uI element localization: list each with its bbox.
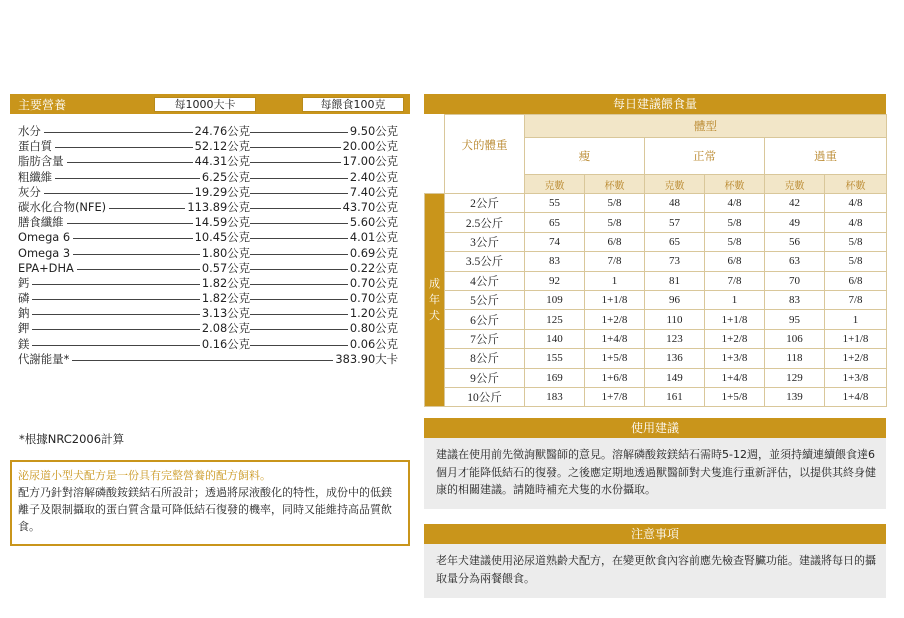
dog-weight: 6公斤 bbox=[445, 310, 525, 329]
per-1000kcal-value: 0.57公克 bbox=[201, 260, 250, 275]
feeding-amount: 5/8 bbox=[705, 232, 765, 251]
dog-weight: 3公斤 bbox=[445, 232, 525, 251]
unit-header: 克數 bbox=[525, 175, 585, 194]
nutrient-name: 鈉 bbox=[18, 306, 32, 321]
nutrition-row bbox=[18, 352, 398, 367]
feeding-amount: 4/8 bbox=[825, 213, 887, 232]
nutrient-name: 灰分 bbox=[18, 185, 44, 200]
per-100g-value: 4.01公克 bbox=[349, 230, 398, 245]
dog-weight: 10公斤 bbox=[445, 387, 525, 406]
notes-body: 老年犬建議使用泌尿道熟齡犬配方，在變更飲食內容前應先檢查腎臟功能。建議將每日的攝取量分為兩餐餵食。 bbox=[424, 544, 886, 598]
feeding-amount: 1+4/8 bbox=[825, 387, 887, 406]
feeding-amount: 63 bbox=[765, 252, 825, 271]
dog-weight: 2公斤 bbox=[445, 194, 525, 213]
usage-title: 使用建議 bbox=[424, 418, 886, 438]
nrc-footnote: *根據NRC2006計算 bbox=[19, 432, 125, 446]
feeding-amount: 1+1/8 bbox=[705, 310, 765, 329]
dog-weight: 8公斤 bbox=[445, 349, 525, 368]
feeding-table bbox=[424, 114, 887, 407]
nutrient-name: 水分 bbox=[18, 124, 44, 139]
feeding-amount: 1+2/8 bbox=[705, 329, 765, 348]
feeding-amount: 1+1/8 bbox=[585, 290, 645, 309]
nutrient-name: 碳水化合物(NFE) bbox=[18, 200, 109, 215]
feeding-amount: 70 bbox=[765, 271, 825, 290]
per-100g-header: 每餵食100克 bbox=[302, 97, 404, 112]
dog-weight: 5公斤 bbox=[445, 290, 525, 309]
feeding-amount: 1+5/8 bbox=[585, 349, 645, 368]
feeding-amount: 65 bbox=[645, 232, 705, 251]
unit-header: 克數 bbox=[765, 175, 825, 194]
feeding-amount: 123 bbox=[645, 329, 705, 348]
feeding-row bbox=[425, 194, 887, 213]
dog-weight: 7公斤 bbox=[445, 329, 525, 348]
dog-weight: 9公斤 bbox=[445, 368, 525, 387]
feeding-amount: 42 bbox=[765, 194, 825, 213]
feeding-amount: 6/8 bbox=[585, 232, 645, 251]
feeding-amount: 109 bbox=[525, 290, 585, 309]
feeding-amount: 161 bbox=[645, 387, 705, 406]
weight-header: 犬的體重 bbox=[445, 115, 525, 194]
feeding-amount: 1+6/8 bbox=[585, 368, 645, 387]
feeding-title: 每日建議餵食量 bbox=[424, 94, 886, 114]
dog-weight: 3.5公斤 bbox=[445, 252, 525, 271]
nutrition-row bbox=[18, 261, 398, 276]
nutrition-row bbox=[18, 321, 398, 336]
nutrition-row bbox=[18, 230, 398, 245]
nutrient-name: 脂肪含量 bbox=[18, 154, 67, 169]
feeding-amount: 155 bbox=[525, 349, 585, 368]
feeding-amount: 1 bbox=[705, 290, 765, 309]
nutrient-name: 鈣 bbox=[18, 276, 32, 291]
feeding-amount: 118 bbox=[765, 349, 825, 368]
nutrition-row bbox=[18, 124, 398, 139]
nutrition-header bbox=[10, 94, 410, 114]
per-1000kcal-header: 每1000大卡 bbox=[154, 97, 256, 112]
feeding-amount: 1+5/8 bbox=[705, 387, 765, 406]
per-100g-value: 2.40公克 bbox=[349, 169, 398, 184]
nutrition-row bbox=[18, 276, 398, 291]
feeding-amount: 106 bbox=[765, 329, 825, 348]
per-100g-value: 383.90大卡 bbox=[335, 351, 398, 366]
per-100g-value: 20.00公克 bbox=[342, 139, 398, 154]
feeding-amount: 5/8 bbox=[585, 194, 645, 213]
feeding-amount: 110 bbox=[645, 310, 705, 329]
nutrient-name: 膳食纖維 bbox=[18, 215, 67, 230]
nutrient-name: Omega 3 bbox=[18, 246, 73, 261]
nutrition-row bbox=[18, 200, 398, 215]
feeding-amount: 49 bbox=[765, 213, 825, 232]
nutrient-name: EPA+DHA bbox=[18, 261, 77, 276]
feeding-amount: 4/8 bbox=[705, 194, 765, 213]
feeding-row bbox=[425, 232, 887, 251]
per-1000kcal-value: 1.82公克 bbox=[201, 291, 250, 306]
per-1000kcal-value: 2.08公克 bbox=[201, 321, 250, 336]
dog-weight: 4公斤 bbox=[445, 271, 525, 290]
feeding-amount: 5/8 bbox=[585, 213, 645, 232]
per-1000kcal-value: 3.13公克 bbox=[201, 306, 250, 321]
per-1000kcal-value: 24.76公克 bbox=[194, 124, 250, 138]
build-header: 正常 bbox=[645, 138, 765, 175]
nutrition-row bbox=[18, 215, 398, 230]
per-1000kcal-value: 14.59公克 bbox=[194, 215, 250, 230]
formula-description-box bbox=[10, 460, 410, 546]
feeding-amount: 96 bbox=[645, 290, 705, 309]
feeding-amount: 81 bbox=[645, 271, 705, 290]
per-100g-value: 7.40公克 bbox=[349, 184, 398, 199]
nutrition-row bbox=[18, 170, 398, 185]
feeding-amount: 48 bbox=[645, 194, 705, 213]
feeding-row bbox=[425, 349, 887, 368]
nutrient-name: 代謝能量* bbox=[18, 352, 72, 367]
formula-body: 配方乃針對溶解磷酸銨鎂結石所設計；透過將尿液酸化的特性，成份中的低鎂離子及限制攝取的蛋白質含量可降低結石復發的機率，同時又能維持高品質飲食。 bbox=[18, 486, 392, 533]
feeding-amount: 1+7/8 bbox=[585, 387, 645, 406]
nutrition-row bbox=[18, 185, 398, 200]
formula-title: 泌尿道小型犬配方是一份具有完整營養的配方飼料。 bbox=[18, 469, 271, 482]
per-1000kcal-value: 6.25公克 bbox=[201, 169, 250, 184]
per-100g-value: 0.70公克 bbox=[349, 291, 398, 306]
feeding-amount: 74 bbox=[525, 232, 585, 251]
feeding-row bbox=[425, 329, 887, 348]
feeding-amount: 149 bbox=[645, 368, 705, 387]
per-100g-value: 43.70公克 bbox=[342, 199, 398, 214]
per-1000kcal-value: 113.89公克 bbox=[187, 199, 250, 214]
feeding-amount: 7/8 bbox=[705, 271, 765, 290]
body-type-header: 體型 bbox=[525, 115, 887, 138]
feeding-amount: 95 bbox=[765, 310, 825, 329]
feeding-amount: 136 bbox=[645, 349, 705, 368]
build-header: 過重 bbox=[765, 138, 887, 175]
feeding-row bbox=[425, 252, 887, 271]
feeding-amount: 1+2/8 bbox=[825, 349, 887, 368]
unit-header: 杯數 bbox=[825, 175, 887, 194]
per-1000kcal-value: 1.82公克 bbox=[201, 275, 250, 290]
feeding-amount: 83 bbox=[765, 290, 825, 309]
feeding-guide bbox=[424, 94, 886, 407]
feeding-row bbox=[425, 387, 887, 406]
feeding-amount: 73 bbox=[645, 252, 705, 271]
feeding-amount: 1+2/8 bbox=[585, 310, 645, 329]
feeding-row bbox=[425, 213, 887, 232]
feeding-amount: 5/8 bbox=[825, 252, 887, 271]
per-100g-value: 0.70公克 bbox=[349, 275, 398, 290]
per-1000kcal-value: 19.29公克 bbox=[194, 184, 250, 199]
feeding-amount: 55 bbox=[525, 194, 585, 213]
feeding-row bbox=[425, 368, 887, 387]
per-100g-value: 17.00公克 bbox=[342, 154, 398, 169]
feeding-amount: 1 bbox=[585, 271, 645, 290]
notes-title: 注意事項 bbox=[424, 524, 886, 544]
feeding-amount: 83 bbox=[525, 252, 585, 271]
nutrient-name: 蛋白質 bbox=[18, 139, 55, 154]
feeding-amount: 1+4/8 bbox=[585, 329, 645, 348]
nutrient-name: 磷 bbox=[18, 291, 32, 306]
feeding-amount: 6/8 bbox=[825, 271, 887, 290]
dog-weight: 2.5公斤 bbox=[445, 213, 525, 232]
feeding-amount: 1+3/8 bbox=[825, 368, 887, 387]
build-header: 瘦 bbox=[525, 138, 645, 175]
per-1000kcal-value: 10.45公克 bbox=[194, 230, 250, 245]
feeding-amount: 183 bbox=[525, 387, 585, 406]
per-100g-value: 0.06公克 bbox=[349, 336, 398, 351]
nutrition-row bbox=[18, 246, 398, 261]
nutrition-row bbox=[18, 154, 398, 169]
nutrient-name: Omega 6 bbox=[18, 230, 73, 245]
per-100g-value: 1.20公克 bbox=[349, 306, 398, 321]
nutrition-row bbox=[18, 291, 398, 306]
feeding-amount: 5/8 bbox=[705, 213, 765, 232]
usage-body: 建議在使用前先徵詢獸醫師的意見。溶解磷酸銨鎂結石需時5-12週，並須持續連續餵食達6個月才能降低結石的復發。之後應定期地透過獸醫師對犬隻進行重新評估，以提供其終身健康的相關建議。請隨時補充犬隻的水份攝取。 bbox=[424, 438, 886, 509]
feeding-amount: 1+4/8 bbox=[705, 368, 765, 387]
nutrition-header-label: 主要營養 bbox=[18, 97, 67, 112]
per-1000kcal-value: 0.16公克 bbox=[201, 336, 250, 351]
feeding-amount: 6/8 bbox=[705, 252, 765, 271]
per-100g-value: 5.60公克 bbox=[349, 215, 398, 230]
per-100g-value: 0.80公克 bbox=[349, 321, 398, 336]
nutrient-name: 鉀 bbox=[18, 321, 32, 336]
adult-dog-label bbox=[425, 194, 445, 407]
feeding-amount: 92 bbox=[525, 271, 585, 290]
feeding-amount: 4/8 bbox=[825, 194, 887, 213]
nutrient-name: 鎂 bbox=[18, 337, 32, 352]
feeding-amount: 139 bbox=[765, 387, 825, 406]
feeding-amount: 125 bbox=[525, 310, 585, 329]
per-1000kcal-value: 52.12公克 bbox=[194, 139, 250, 154]
nutrition-row bbox=[18, 139, 398, 154]
feeding-row bbox=[425, 310, 887, 329]
feeding-amount: 140 bbox=[525, 329, 585, 348]
feeding-amount: 57 bbox=[645, 213, 705, 232]
nutrition-row bbox=[18, 306, 398, 321]
feeding-amount: 65 bbox=[525, 213, 585, 232]
nutrition-table bbox=[18, 124, 398, 367]
feeding-amount: 5/8 bbox=[825, 232, 887, 251]
per-1000kcal-value: 1.80公克 bbox=[201, 245, 250, 260]
unit-header: 克數 bbox=[645, 175, 705, 194]
per-1000kcal-value: 44.31公克 bbox=[194, 154, 250, 169]
feeding-amount: 129 bbox=[765, 368, 825, 387]
nutrition-row bbox=[18, 337, 398, 352]
feeding-amount: 7/8 bbox=[825, 290, 887, 309]
unit-header: 杯數 bbox=[585, 175, 645, 194]
per-100g-value: 9.50公克 bbox=[349, 124, 398, 138]
unit-header: 杯數 bbox=[705, 175, 765, 194]
nutrient-name: 粗纖維 bbox=[18, 170, 55, 185]
feeding-amount: 1+1/8 bbox=[825, 329, 887, 348]
adult-dog-label-text: 成 年 犬 bbox=[429, 277, 440, 323]
feeding-row bbox=[425, 271, 887, 290]
feeding-amount: 1 bbox=[825, 310, 887, 329]
feeding-amount: 169 bbox=[525, 368, 585, 387]
feeding-row bbox=[425, 290, 887, 309]
per-100g-value: 0.69公克 bbox=[349, 245, 398, 260]
feeding-amount: 1+3/8 bbox=[705, 349, 765, 368]
feeding-amount: 7/8 bbox=[585, 252, 645, 271]
per-100g-value: 0.22公克 bbox=[349, 260, 398, 275]
feeding-amount: 56 bbox=[765, 232, 825, 251]
